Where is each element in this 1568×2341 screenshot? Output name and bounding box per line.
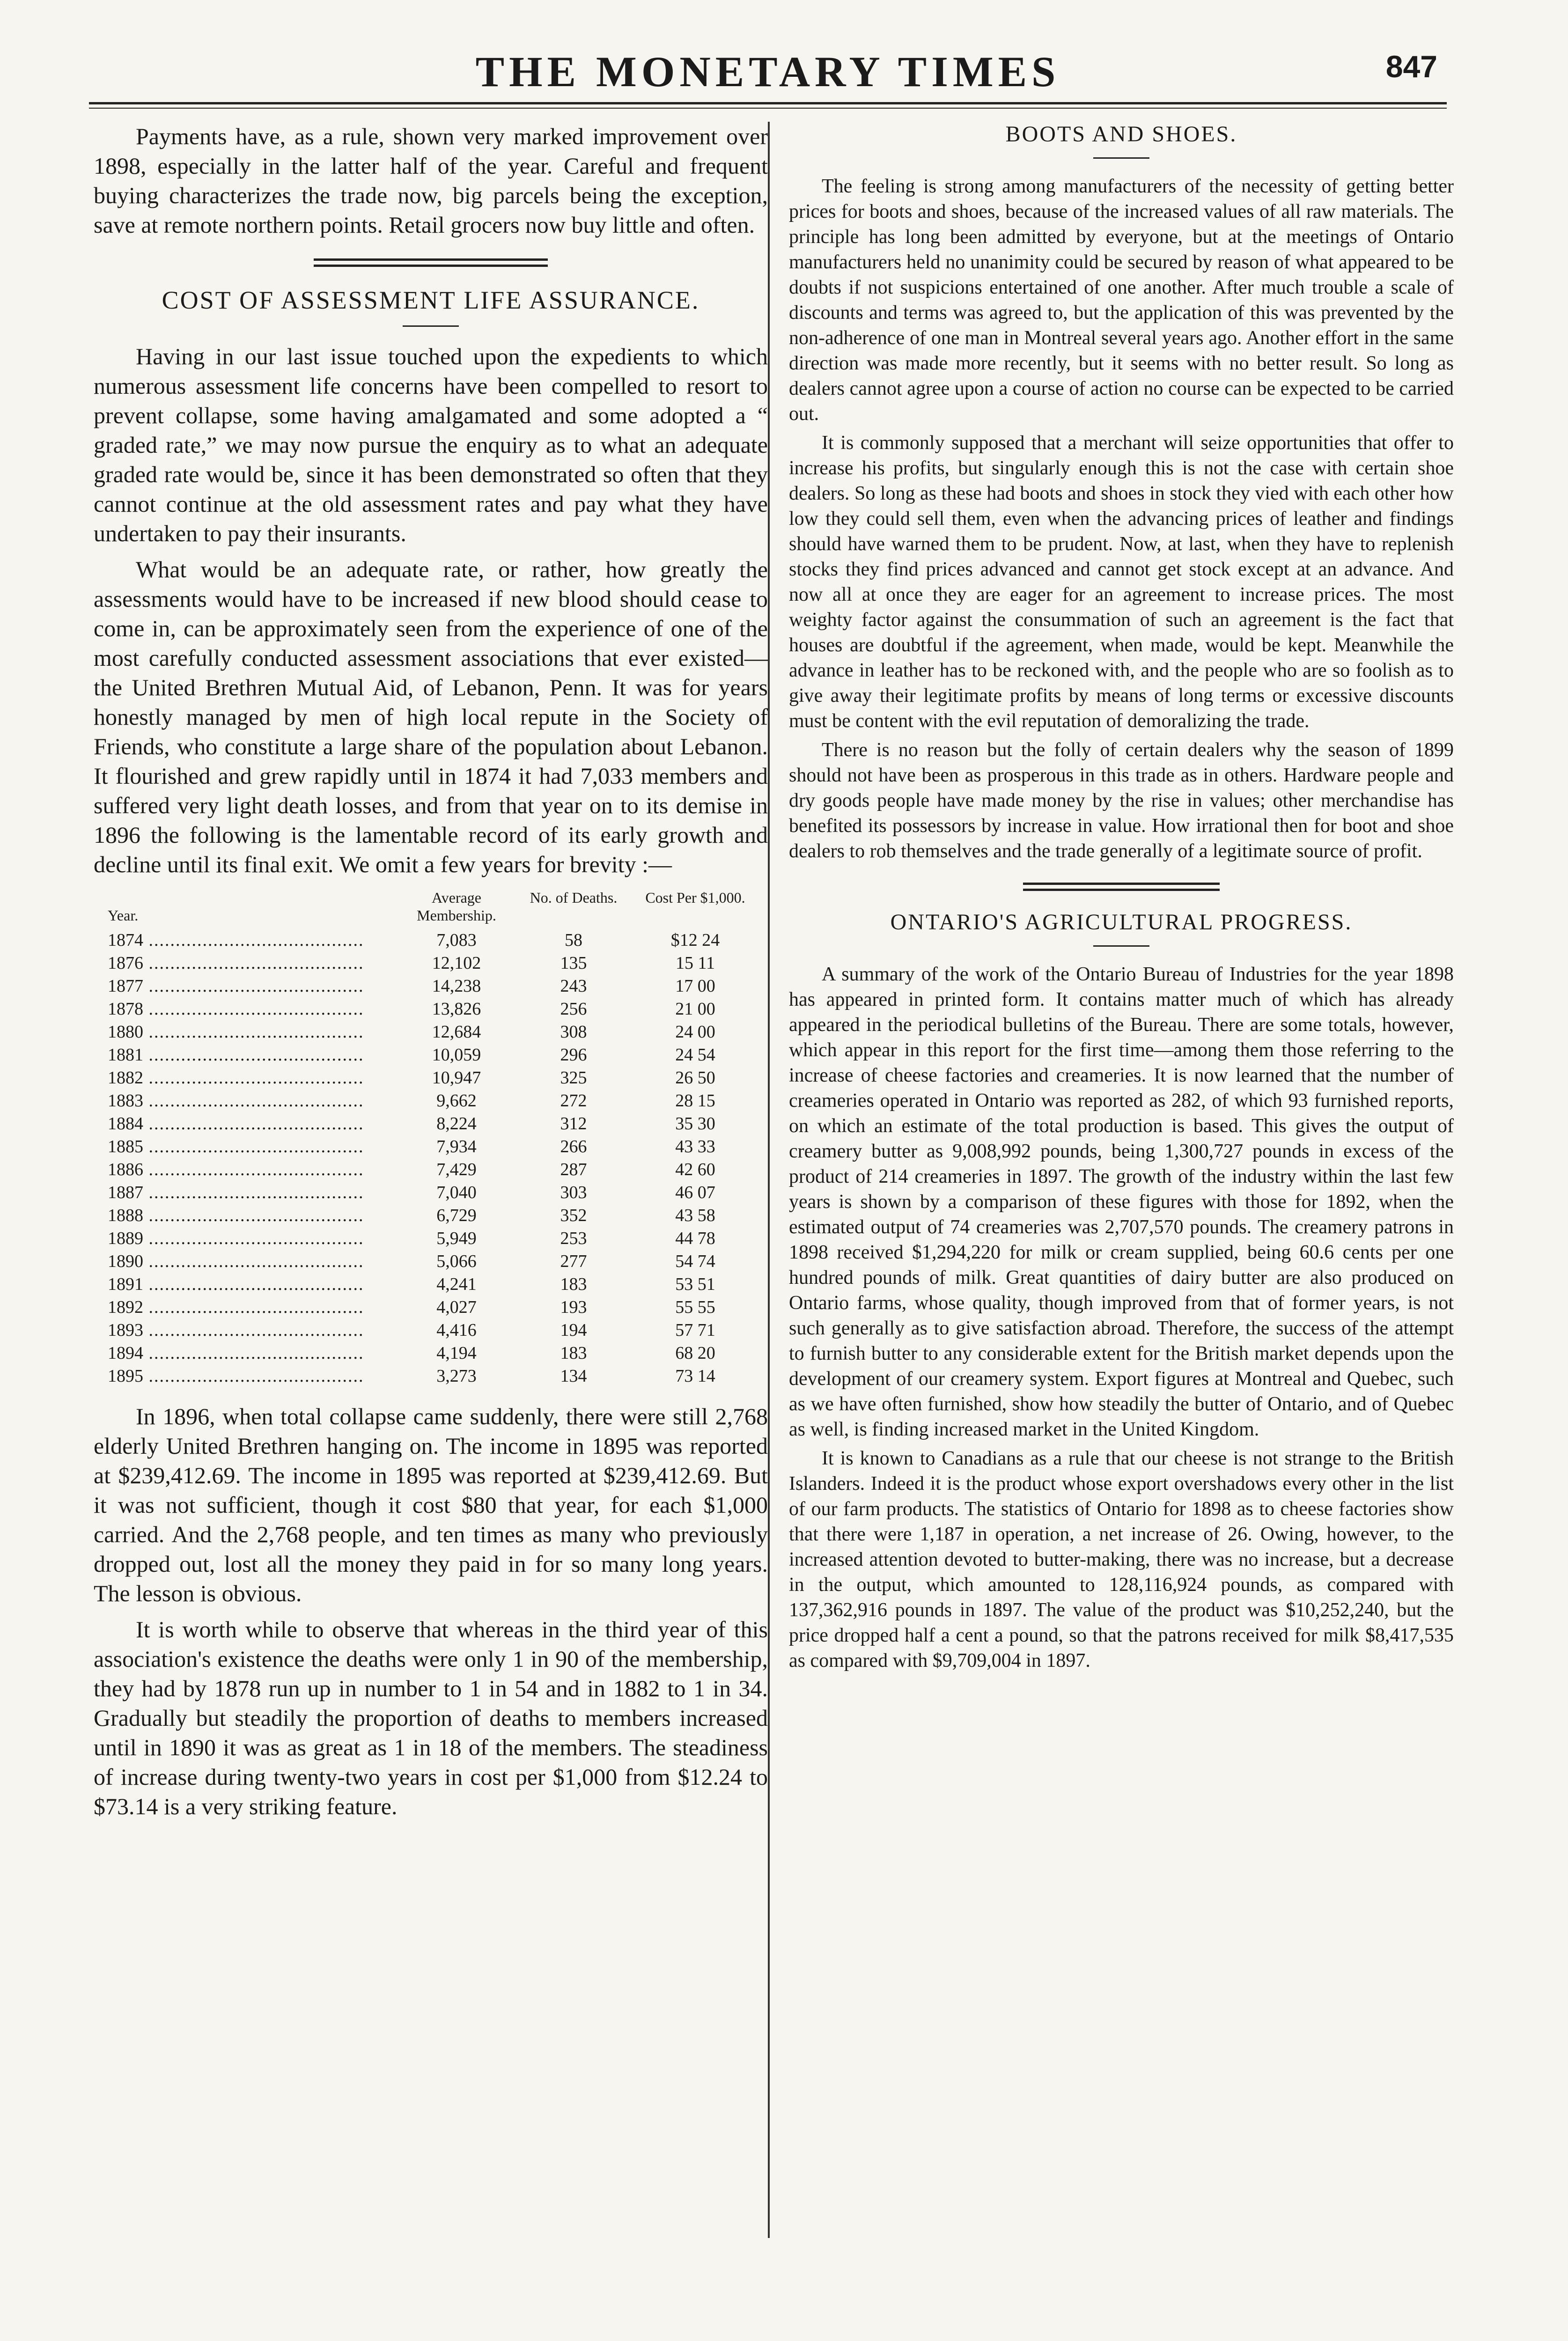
cell-cost: 55 55 <box>675 1297 715 1317</box>
cell-cost: 21 00 <box>675 999 715 1019</box>
intro-paragraph: Payments have, as a rule, shown very marked improvement over 1898, especially in the latter half of the year. Careful and frequent buying characterizes the trade now, big parcels being the exception, save at remote northern points. Retail grocers now buy little and often. <box>94 123 768 238</box>
header-deaths: No. of Deaths. <box>530 889 618 906</box>
table-row <box>108 1250 768 1273</box>
cell-deaths: 193 <box>560 1297 587 1317</box>
table-body <box>108 929 768 1388</box>
cell-membership: 14,238 <box>432 976 481 996</box>
masthead-rule <box>89 102 1447 104</box>
table-row <box>108 1021 768 1044</box>
cell-cost: 35 30 <box>675 1114 715 1134</box>
cell-cost: 26 50 <box>675 1068 715 1088</box>
table-row <box>108 1158 768 1181</box>
cell-cost: 24 00 <box>675 1022 715 1042</box>
cell-year: 1876 ........................................ <box>108 953 364 973</box>
cell-deaths: 135 <box>560 953 587 973</box>
leader-dots: ........................................ <box>143 1114 364 1134</box>
cell-cost: $12 24 <box>670 930 720 950</box>
cell-membership: 6,729 <box>436 1206 477 1225</box>
cell-deaths: 253 <box>560 1229 587 1248</box>
cell-deaths: 272 <box>560 1091 587 1111</box>
leader-dots: ........................................ <box>143 1206 364 1225</box>
masthead-title: THE MONETARY TIMES <box>475 48 1060 96</box>
cell-membership: 7,429 <box>436 1160 477 1179</box>
header-membership: Average Membership. <box>417 889 496 924</box>
paragraph: It is worth while to observe that whereas in the third year of this association's existence the deaths were only 1 in 90 of the membership, they had by 1878 run up in number to 1 in 54 and in 1882 to 1 in 34. Gradually but steadily the proportion of deaths to members increased until in 1890 it was as great as 1 in 18 of the members. The steadiness of increase during twenty-two years in cost per $1,000 from $12.24 to $73.14 is a very striking feature. <box>94 1616 768 1819</box>
cell-year: 1882 ........................................ <box>108 1068 364 1088</box>
cell-year: 1888 ........................................ <box>108 1206 364 1225</box>
cell-membership: 5,066 <box>436 1251 477 1271</box>
cell-cost: 73 14 <box>675 1366 715 1386</box>
cell-cost: 54 74 <box>675 1251 715 1271</box>
header-year: Year. <box>108 907 139 924</box>
cell-deaths: 352 <box>560 1206 587 1225</box>
column-divider <box>768 122 770 2238</box>
cell-year: 1891 ........................................ <box>108 1274 364 1294</box>
ontario-title: ONTARIO'S AGRICULTURAL PROGRESS. <box>890 910 1353 935</box>
paragraph: There is no reason but the folly of certain dealers why the season of 1899 should not have been as prosperous in this trade as in others. Hardware people and dry goods people have made money by the rise in values; other merchandise has benefited its possessors by increase in value. How irrational then for boot and shoe dealers to rob themselves and the trade generally of a legitimate source of profit. <box>789 739 1454 862</box>
title-rule <box>1093 157 1149 159</box>
cell-deaths: 266 <box>560 1137 587 1156</box>
title-rule <box>1093 945 1149 947</box>
cell-year: 1889 ........................................ <box>108 1229 364 1248</box>
cell-membership: 10,059 <box>432 1045 481 1065</box>
paragraph: It is known to Canadians as a rule that our cheese is not strange to the British Islanders. Indeed it is the product whose export overshadows every other in the list of our farm products. The statistics of Ontario for 1898 as to cheese factories show that there were 1,187 in operation, a net increase of 26. Owing, however, to the increased attention devoted to butter-making, there was no increase, but a decrease in the output, which amounted to 128,116,924 pounds, as compared with 137,362,916 pounds in 1897. The value of the product was $10,252,240, but the price dropped half a cent a pound, so that the patrons received for milk $8,417,535 as compared with $9,709,004 in 1897. <box>789 1448 1454 1671</box>
table-row <box>108 998 768 1021</box>
section-divider <box>314 258 548 267</box>
table-row <box>108 1319 768 1342</box>
leader-dots: ........................................ <box>143 1297 364 1317</box>
header-cost: Cost Per $1,000. <box>645 889 745 906</box>
leader-dots: ........................................ <box>143 1183 364 1202</box>
leader-dots: ........................................ <box>143 1251 364 1271</box>
paragraph: It is commonly supposed that a merchant will seize opportunities that offer to increase his profits, but singularly enough this is not the case with certain shoe dealers. So long as these had boots and shoes in stock they vied with each other how low they could sell them, even when the advancing prices of leather and findings should have warned them to be prudent. Now, at last, when they have to replenish stocks they find prices advanced and cannot get stock except at an advance. And now all at once they are eager for an agreement to increase prices. The most weighty factor against the consummation of such an agreement is the fact that houses are doubtful if the agreement, when made, would be kept. Meanwhile the advance in leather has to be reckoned with, and the people who are so foolish as to give away their legitimate profits by means of long terms or excessive discounts must be content with the evil reputation of demoralizing the trade. <box>789 432 1454 732</box>
cell-deaths: 134 <box>560 1366 587 1386</box>
cell-cost: 57 71 <box>675 1320 715 1340</box>
table-header <box>108 889 768 924</box>
cell-cost: 43 33 <box>675 1137 715 1156</box>
cell-membership: 8,224 <box>436 1114 477 1134</box>
cell-year: 1878 ........................................ <box>108 999 364 1019</box>
masthead-rule-thin <box>89 108 1447 109</box>
left-column <box>94 122 768 1828</box>
cell-cost: 53 51 <box>675 1274 715 1294</box>
table-row <box>108 975 768 998</box>
table-row <box>108 1204 768 1227</box>
cell-cost: 17 00 <box>675 976 715 996</box>
mortality-table <box>108 889 768 1388</box>
cell-membership: 3,273 <box>436 1366 477 1386</box>
leader-dots: ........................................ <box>143 1229 364 1248</box>
table-row <box>108 1090 768 1112</box>
cell-year: 1890 ........................................ <box>108 1251 364 1271</box>
cell-membership: 4,194 <box>436 1343 477 1363</box>
cell-cost: 43 58 <box>675 1206 715 1225</box>
cell-membership: 5,949 <box>436 1229 477 1248</box>
leader-dots: ........................................ <box>143 1068 364 1088</box>
cell-membership: 4,416 <box>436 1320 477 1340</box>
cell-membership: 7,040 <box>436 1183 477 1202</box>
cell-deaths: 183 <box>560 1274 587 1294</box>
cell-year: 1877 ........................................ <box>108 976 364 996</box>
cell-year: 1887 ........................................ <box>108 1183 364 1202</box>
cell-deaths: 183 <box>560 1343 587 1363</box>
cell-membership: 4,241 <box>436 1274 477 1294</box>
leader-dots: ........................................ <box>143 953 364 973</box>
table-row <box>108 1044 768 1067</box>
table-row <box>108 1296 768 1319</box>
paragraph: A summary of the work of the Ontario Bureau of Industries for the year 1898 has appeared in printed form. It contains matter much of which has already appeared in the periodical bulletins of the Bureau. There are some totals, however, which appear in this report for the first time—among them those referring to the increase of cheese factories and creameries. It is now learned that the number of creameries operated in Ontario was reported as 282, of which 93 furnished reports, on which an estimate of the total production is based. This gives the output of creamery butter as 9,008,992 pounds, being 1,300,727 pounds in excess of the product of 214 creameries in 1897. The growth of the industry within the last few years is shown by a comparison of these figures with those for 1892, when the estimated output of 74 creameries was 2,707,570 pounds. The creamery patrons in 1898 received $1,294,220 for milk or cream supplied, being 60.6 cents per one hundred pounds of milk. Great quantities of dairy butter are also produced on Ontario farms, whose quality, though improved from that of former years, is not such generally as to give satisfaction abroad. Therefore, the success of the attempt to furnish butter to any considerable extent for the British market depends upon the development of our creamery system. Export figures at Montreal and Quebec, such as we have often furnished, show how steadily the butter of Ontario, and of Quebec as well, is finding increased market in the United Kingdom. <box>789 964 1454 1440</box>
cell-cost: 28 15 <box>675 1091 715 1111</box>
cell-cost: 46 07 <box>675 1183 715 1202</box>
leader-dots: ........................................ <box>143 930 364 950</box>
cell-year: 1884 ........................................ <box>108 1114 364 1134</box>
section-divider <box>1023 883 1220 891</box>
leader-dots: ........................................ <box>143 999 364 1019</box>
masthead <box>89 47 1447 103</box>
cell-deaths: 243 <box>560 976 587 996</box>
leader-dots: ........................................ <box>143 1366 364 1386</box>
leader-dots: ........................................ <box>143 1091 364 1111</box>
cell-cost: 42 60 <box>675 1160 715 1179</box>
paragraph: Having in our last issue touched upon the expedients to which numerous assessment life concerns have been compelled to resort to prevent collapse, some having amalgamated and some adopted a “ graded rate,” we may now pursue the enquiry as to what an adequate graded rate would be, since it has been demonstrated so often that they cannot continue at the old assessment rates and pay what they have undertaken to pay their insurants. <box>94 343 768 546</box>
cell-year: 1874 ........................................ <box>108 930 364 950</box>
paragraph: The feeling is strong among manufacturers of the necessity of getting better prices for boots and shoes, because of the increased values of all raw materials. The principle has long been admitted by everyone, but at the meetings of Ontario manufacturers held no unanimity could be secured by reason of what appeared to be doubts if not suspicions entertained of one another. After much trouble a scale of discounts and terms was agreed to, but the application of this was prevented by the non-adherence of one man in Montreal several years ago. Another effort in the same direction was made more recently, but it seems with no better result. So long as dealers cannot agree upon a course of action no course can be expected to be carried out. <box>789 176 1454 425</box>
cell-membership: 9,662 <box>436 1091 477 1111</box>
cell-year: 1883 ........................................ <box>108 1091 364 1111</box>
table-row <box>108 929 768 952</box>
cell-membership: 4,027 <box>436 1297 477 1317</box>
cell-deaths: 308 <box>560 1022 587 1042</box>
cell-cost: 15 11 <box>675 953 715 973</box>
page-number: 847 <box>1385 49 1437 84</box>
table-row <box>108 1181 768 1204</box>
cell-deaths: 296 <box>560 1045 587 1065</box>
cell-deaths: 303 <box>560 1183 587 1202</box>
cell-year: 1892 ........................................ <box>108 1297 364 1317</box>
right-column <box>789 122 1454 1677</box>
table-row <box>108 952 768 975</box>
cell-membership: 10,947 <box>432 1068 481 1088</box>
cell-year: 1880 ........................................ <box>108 1022 364 1042</box>
paragraph: In 1896, when total collapse came suddenly, there were still 2,768 elderly United Brethren hanging on. The income in 1895 was reported at $239,412.69. The income in 1895 was reported at $239,412.69. But it was not sufficient, though it cost $80 that year, for each $1,000 carried. And the 2,768 people, and ten times as many who previously dropped out, lost all the money they paid in for so many long years. The lesson is obvious. <box>94 1403 768 1606</box>
cell-deaths: 58 <box>565 930 582 950</box>
leader-dots: ........................................ <box>143 1320 364 1340</box>
table-row <box>108 1067 768 1090</box>
cell-year: 1894 ........................................ <box>108 1343 364 1363</box>
cell-cost: 68 20 <box>675 1343 715 1363</box>
cell-deaths: 194 <box>560 1320 587 1340</box>
table-row <box>108 1135 768 1158</box>
paragraph: What would be an adequate rate, or rather, how greatly the assessments would have to be increased if new blood should cease to come in, can be approximately seen from the experience of one of the most carefully conducted assessment associations that ever existed—the United Brethren Mutual Aid, of Lebanon, Penn. It was for years honestly managed by men of high local repute in the Society of Friends, who constitute a large share of the population about Lebanon. It flourished and grew rapidly until in 1874 it had 7,033 members and suffered very light death losses, and from that year on to its demise in 1896 the following is the lamentable record of its early growth and decline until its final exit. We omit a few years for brevity :— <box>94 556 768 877</box>
cell-cost: 24 54 <box>675 1045 715 1065</box>
leader-dots: ........................................ <box>143 1274 364 1294</box>
cell-deaths: 277 <box>560 1251 587 1271</box>
leader-dots: ........................................ <box>143 1022 364 1042</box>
cell-cost: 44 78 <box>675 1229 715 1248</box>
cell-year: 1881 ........................................ <box>108 1045 364 1065</box>
cell-year: 1885 ........................................ <box>108 1137 364 1156</box>
cell-deaths: 256 <box>560 999 587 1019</box>
section-title: COST OF ASSESSMENT LIFE ASSURANCE. <box>162 286 700 314</box>
cell-year: 1893 ........................................ <box>108 1320 364 1340</box>
cell-year: 1886 ........................................ <box>108 1160 364 1179</box>
cell-year: 1895 ........................................ <box>108 1366 364 1386</box>
cell-membership: 7,934 <box>436 1137 477 1156</box>
table-row <box>108 1365 768 1388</box>
leader-dots: ........................................ <box>143 1160 364 1179</box>
cell-membership: 7,083 <box>436 930 477 950</box>
cell-deaths: 312 <box>560 1114 587 1134</box>
boots-title: BOOTS AND SHOES. <box>1005 122 1237 147</box>
leader-dots: ........................................ <box>143 1343 364 1363</box>
table-row <box>108 1227 768 1250</box>
cell-membership: 13,826 <box>432 999 481 1019</box>
table-row <box>108 1273 768 1296</box>
cell-deaths: 325 <box>560 1068 587 1088</box>
leader-dots: ........................................ <box>143 1137 364 1156</box>
leader-dots: ........................................ <box>143 1045 364 1065</box>
cell-membership: 12,102 <box>432 953 481 973</box>
cell-deaths: 287 <box>560 1160 587 1179</box>
table-row <box>108 1112 768 1135</box>
title-rule <box>403 325 459 327</box>
leader-dots: ........................................ <box>143 976 364 996</box>
cell-membership: 12,684 <box>432 1022 481 1042</box>
table-row <box>108 1342 768 1365</box>
